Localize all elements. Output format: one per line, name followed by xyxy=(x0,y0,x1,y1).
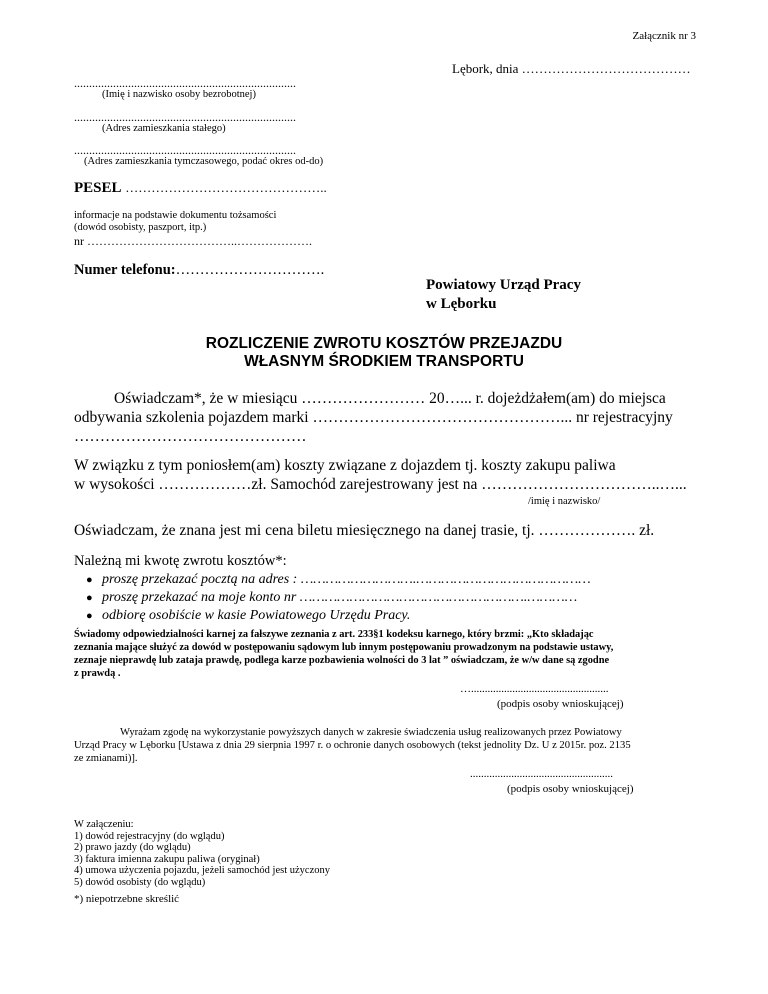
temp-address-dots: .......................................................................... xyxy=(74,143,296,157)
id-info-line1: informacje na podstawie dokumentu tożsamości xyxy=(74,210,277,221)
bullet-icon: ● xyxy=(86,592,93,604)
phone-dots: …………………………. xyxy=(175,262,325,278)
attachment-number: Załącznik nr 3 xyxy=(632,30,696,42)
legal-line3: zeznaje nieprawdę lub zataja prawdę, podlega karze pozbawienia wolności do 3 lat ” oświadczam, że w/w dane są zgodne xyxy=(74,655,610,666)
address-dots: .......................................................................... xyxy=(74,110,296,124)
payment-options xyxy=(86,571,591,625)
owner-label: /imię i nazwisko/ xyxy=(528,496,601,507)
statement-line2: odbywania szkolenia pojazdem marki …………………………………………... nr rejestracyjny xyxy=(74,409,673,426)
name-dots: .......................................................................... xyxy=(74,76,296,90)
attachment-item: 3) faktura imienna zakupu paliwa (oryginał) xyxy=(74,853,260,865)
consent-line1: Wyrażam zgodę na wykorzystanie powyższych danych w zakresie świadczenia usług realizowanych przez Powiatowy xyxy=(120,727,622,738)
ticket-price-line: Oświadczam, że znana jest mi cena biletu miesięcznego na danej trasie, tj. ………………. zł. xyxy=(74,522,655,539)
attachments-heading: W załączeniu: xyxy=(74,819,134,830)
address-label: (Adres zamieszkania stałego) xyxy=(102,123,226,134)
costs-line2: w wysokości ………………zł. Samochód zarejestrowany jest na ……………………………..…... xyxy=(74,476,687,493)
attachment-item: 1) dowód rejestracyjny (do wglądu) xyxy=(74,830,225,842)
footnote: *) niepotrzebne skreślić xyxy=(74,893,180,905)
id-info-line2: (dowód osobisty, paszport, itp.) xyxy=(74,222,207,233)
name-label: (Imię i nazwisko osoby bezrobotnej) xyxy=(102,89,256,100)
bullet-icon: ● xyxy=(86,574,93,586)
signature-label-2: (podpis osoby wnioskującej) xyxy=(507,783,634,795)
attachment-item: 2) prawo jazdy (do wglądu) xyxy=(74,842,191,853)
consent-line2: Urząd Pracy w Lęborku [Ustawa z dnia 29 sierpnia 1997 r. o ochronie danych osobowych (tekst jednolity Dz. U z 2015r. poz. 2135 xyxy=(74,740,631,751)
statement-line3: ……………………………………… xyxy=(74,428,307,445)
attachment-item: 4) umowa użyczenia pojazdu, jeżeli samochód jest użyczony xyxy=(74,865,330,876)
legal-line4: z prawdą . xyxy=(74,668,121,679)
bullet-icon: ● xyxy=(86,610,93,622)
legal-line1: Świadomy odpowiedzialności karnej za fałszywe zeznania z art. 233§1 kodeksu karnego, który brzmi: „Kto składając xyxy=(74,629,594,640)
payment-option-post: ● proszę przekazać pocztą na adres : ……………………….…………………………………… xyxy=(86,572,591,587)
attachments-list xyxy=(74,819,330,888)
attachment-item: 5) dowód osobisty (do wglądu) xyxy=(74,876,206,888)
phone-label: Numer telefonu: xyxy=(74,262,176,278)
signature-label-1: (podpis osoby wnioskującej) xyxy=(497,698,624,710)
pesel-line xyxy=(74,180,327,197)
signature-dots-1: ….................................................. xyxy=(460,683,609,695)
signature-dots-2: .................................................... xyxy=(470,768,613,780)
payment-option-account: ● proszę przekazać na moje konto nr ……………………………………………….………… xyxy=(86,590,578,605)
temp-address-label: (Adres zamieszkania tymczasowego, podać okres od-do) xyxy=(84,156,324,167)
costs-line1: W związku z tym poniosłem(am) koszty związane z dojazdem tj. koszty zakupu paliwa xyxy=(74,457,616,474)
recipient-line1: Powiatowy Urząd Pracy xyxy=(426,277,581,293)
legal-line2: zeznania mające służyć za dowód w postępowaniu sądowym lub innym postępowaniu prowadzonym na podstawie ustawy, xyxy=(74,642,614,653)
recipient-line2: w Lęborku xyxy=(426,296,497,312)
document-title-line2: WŁASNYM ŚRODKIEM TRANSPORTU xyxy=(244,353,524,370)
id-number-line: nr ………………………………..………………. xyxy=(74,234,312,248)
payment-intro: Należną mi kwotę zwrotu kosztów*: xyxy=(74,553,287,569)
phone-line xyxy=(74,262,324,279)
pesel-dots: ……………………………………….. xyxy=(125,180,327,195)
payment-option-cashier: ● odbiorę osobiście w kasie Powiatowego Urzędu Pracy. xyxy=(86,608,411,623)
pesel-label: PESEL xyxy=(74,180,122,196)
document-title-line1: ROZLICZENIE ZWROTU KOSZTÓW PRZEJAZDU xyxy=(205,335,563,352)
statement-line1: Oświadczam*, że w miesiącu …………………… 20…... r. dojeżdżałem(am) do miejsca xyxy=(114,390,666,407)
place-date-line: Lębork, dnia ………………………………… xyxy=(452,61,691,76)
consent-line3: ze zmianami)]. xyxy=(74,753,138,764)
